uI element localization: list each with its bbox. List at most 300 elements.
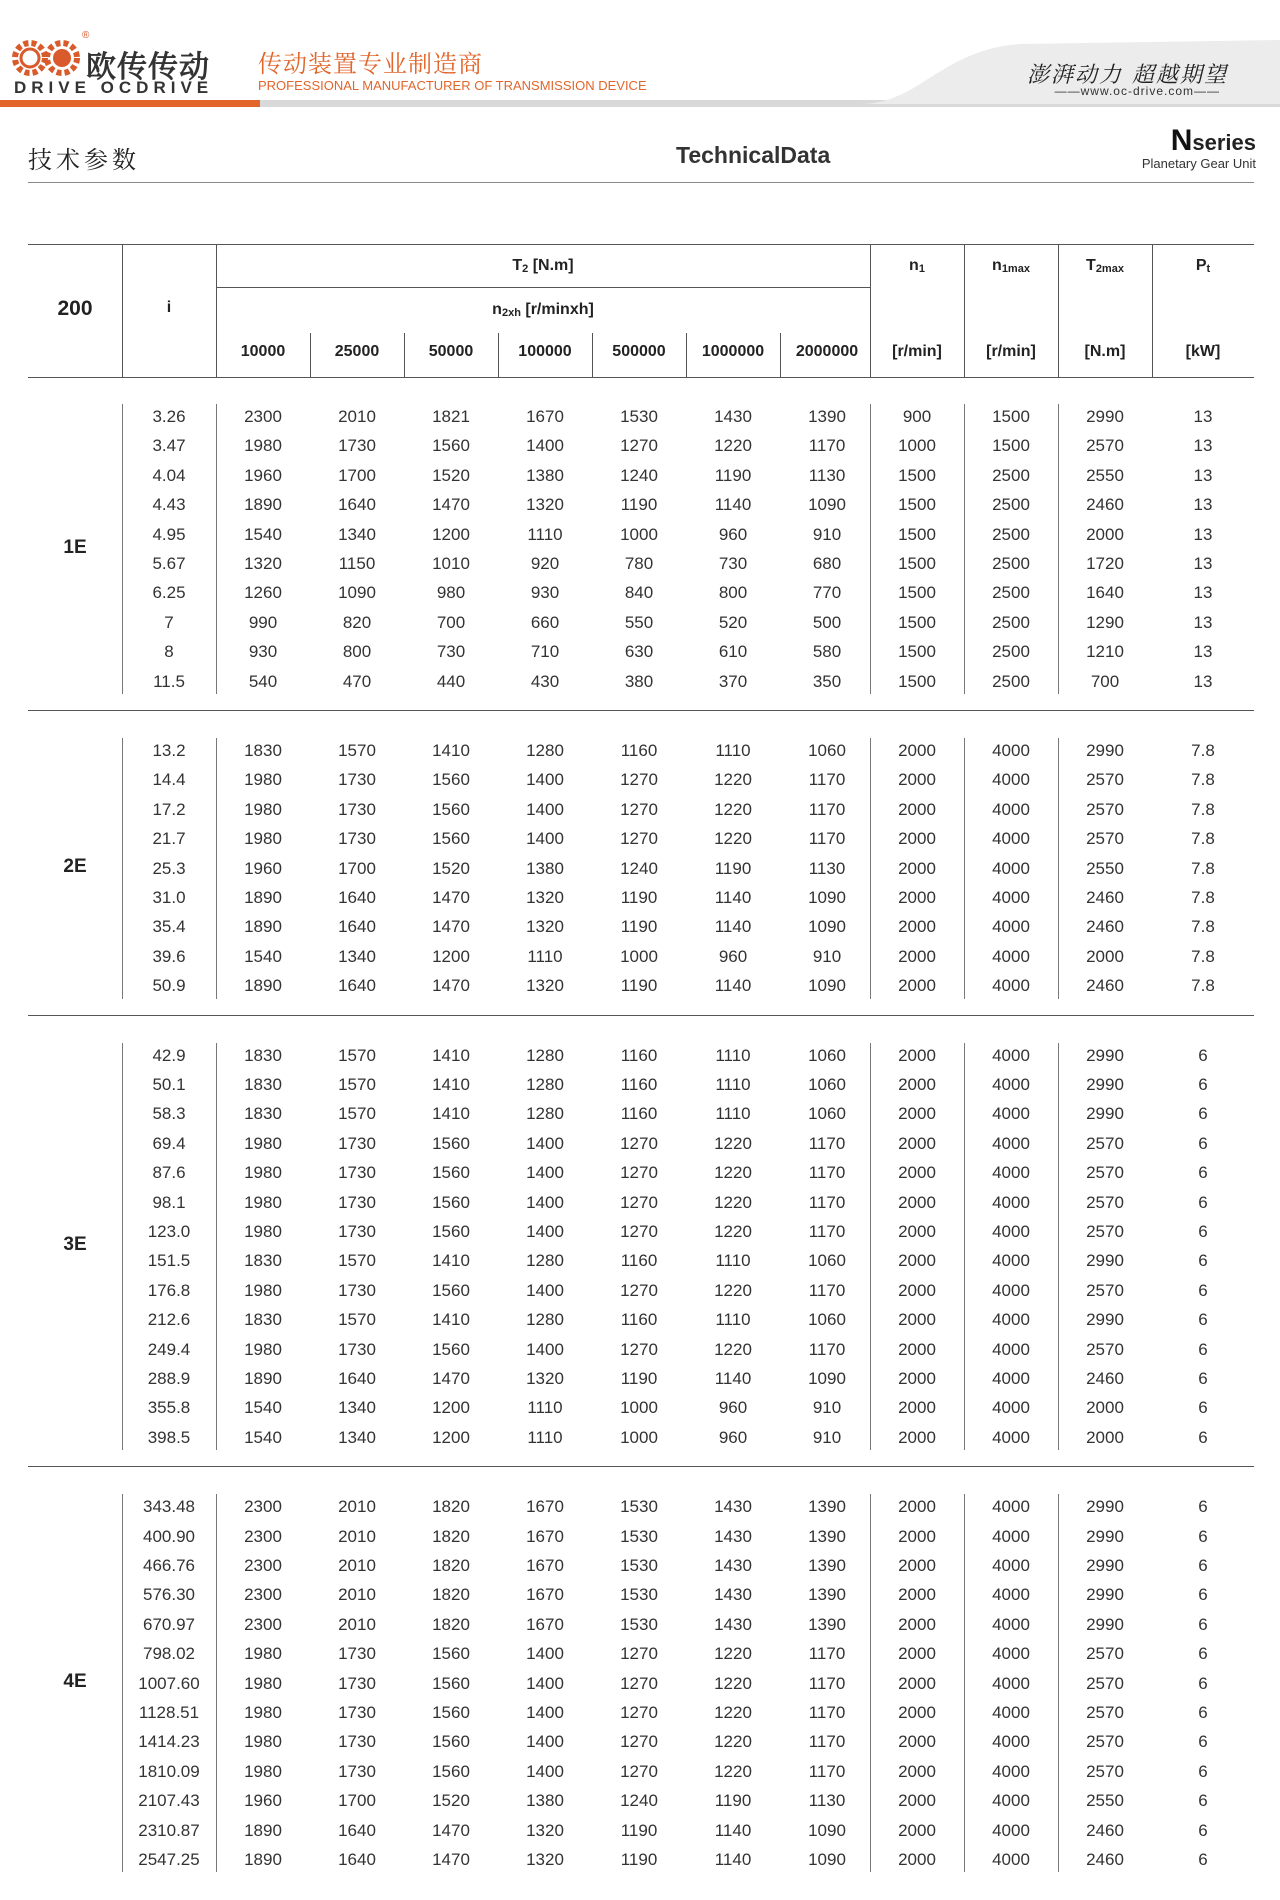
table-row <box>28 1757 1254 1786</box>
value-cell: 1730 <box>338 1644 376 1664</box>
table-row <box>28 1217 1254 1246</box>
value-cell: 1830 <box>244 1074 282 1094</box>
value-cell: 2000 <box>898 1045 936 1065</box>
value-cell: 2000 <box>898 1163 936 1183</box>
value-cell: 4000 <box>992 1280 1030 1300</box>
value-cell: 2500 <box>992 612 1030 632</box>
value-cell: 1090 <box>808 888 846 907</box>
table-row <box>28 1305 1254 1334</box>
value-cell: 1560 <box>432 1732 470 1752</box>
value-cell: 4000 <box>992 1761 1030 1781</box>
value-cell: 4000 <box>992 858 1030 878</box>
table-row <box>28 1041 1254 1070</box>
value-cell: 2300 <box>244 1614 282 1634</box>
value-cell: 4000 <box>992 888 1030 907</box>
value-cell: 4000 <box>992 1614 1030 1634</box>
value-cell: 1170 <box>808 1673 846 1693</box>
value-cell: 840 <box>624 583 654 603</box>
table-row <box>28 1129 1254 1158</box>
value-cell: 4000 <box>992 1192 1030 1212</box>
value-cell: 1700 <box>338 858 376 878</box>
value-cell: 580 <box>812 642 842 662</box>
value-cell: 4000 <box>992 1074 1030 1094</box>
value-cell: 1340 <box>338 1398 376 1418</box>
page-header <box>0 0 1280 110</box>
value-cell: 2500 <box>992 671 1030 691</box>
value-cell: 1670 <box>526 1555 564 1575</box>
ratio-cell: 21.7 <box>152 829 186 849</box>
value-cell: 1570 <box>338 1310 376 1330</box>
value-cell: 1320 <box>526 917 564 937</box>
value-cell: 2000 <box>898 976 936 996</box>
n1max-unit: [r/min] <box>986 343 1036 360</box>
value-cell: 1200 <box>432 1398 470 1418</box>
value-cell: 2990 <box>1086 1526 1124 1546</box>
value-cell: 1160 <box>620 1310 658 1330</box>
value-cell: 2000 <box>1086 1398 1124 1418</box>
value-cell: 500 <box>812 612 842 632</box>
ratio-cell: 466.76 <box>143 1555 195 1575</box>
value-cell: 1060 <box>808 1310 846 1330</box>
value-cell: 1830 <box>244 741 282 760</box>
value-cell: 1560 <box>432 1702 470 1722</box>
value-cell: 440 <box>436 671 466 691</box>
table-row <box>28 608 1254 637</box>
value-cell: 13 <box>1193 612 1213 632</box>
table-row <box>28 824 1254 853</box>
value-cell: 13 <box>1193 642 1213 662</box>
value-cell: 6 <box>1198 1163 1208 1183</box>
value-cell: 2460 <box>1086 1820 1124 1840</box>
value-cell: 4000 <box>992 1526 1030 1546</box>
speed-column-header: 1000000 <box>701 343 765 360</box>
value-cell: 2000 <box>898 917 936 937</box>
value-cell: 4000 <box>992 1732 1030 1752</box>
value-cell: 1700 <box>338 465 376 485</box>
value-cell: 1270 <box>620 1280 658 1300</box>
t2max-unit: [N.m] <box>1084 343 1126 360</box>
speed-column-header: 25000 <box>334 343 380 360</box>
value-cell: 1560 <box>432 436 470 456</box>
value-cell: 430 <box>530 671 560 691</box>
value-cell: 910 <box>812 1427 842 1447</box>
value-cell: 1240 <box>620 858 658 878</box>
value-cell: 1960 <box>244 1791 282 1811</box>
value-cell: 1270 <box>620 1192 658 1212</box>
value-cell: 2460 <box>1086 888 1124 907</box>
gear-logo-icon <box>42 38 82 78</box>
value-cell: 1560 <box>432 1339 470 1359</box>
value-cell: 1090 <box>808 976 846 996</box>
value-cell: 1090 <box>808 1820 846 1840</box>
value-cell: 2000 <box>898 1133 936 1153</box>
table-row <box>28 1669 1254 1698</box>
table-row <box>28 854 1254 883</box>
value-cell: 1170 <box>808 1644 846 1664</box>
value-cell: 1160 <box>620 1104 658 1124</box>
value-cell: 6 <box>1198 1368 1208 1388</box>
value-cell: 1560 <box>432 770 470 790</box>
tagline-cn: 传动装置专业制造商 <box>258 51 483 78</box>
value-cell: 1640 <box>338 495 376 515</box>
value-cell: 1830 <box>244 1045 282 1065</box>
value-cell: 2000 <box>898 1585 936 1605</box>
value-cell: 1530 <box>620 1497 658 1517</box>
ratio-cell: 123.0 <box>147 1221 191 1241</box>
value-cell: 1110 <box>527 1398 563 1418</box>
value-cell: 1400 <box>526 1702 564 1722</box>
value-cell: 4000 <box>992 1497 1030 1517</box>
speed-column-header: 100000 <box>518 343 572 360</box>
value-cell: 1190 <box>620 917 658 937</box>
value-cell: 1640 <box>338 1820 376 1840</box>
value-cell: 2990 <box>1086 1074 1124 1094</box>
value-cell: 4000 <box>992 1133 1030 1153</box>
value-cell: 1190 <box>620 1849 658 1869</box>
value-cell: 1280 <box>526 1045 564 1065</box>
value-cell: 1220 <box>714 829 752 849</box>
table-row <box>28 1727 1254 1756</box>
ratio-cell: 2310.87 <box>138 1820 200 1840</box>
value-cell: 2010 <box>338 1585 376 1605</box>
value-cell: 2500 <box>992 642 1030 662</box>
value-cell: 1140 <box>714 1849 752 1869</box>
series-word: series <box>1192 130 1256 155</box>
value-cell: 1000 <box>620 946 658 966</box>
table-row <box>28 1423 1254 1452</box>
pt-header: $P_t$ <box>1195 257 1211 275</box>
value-cell: 1320 <box>526 888 564 907</box>
value-cell: 990 <box>248 612 278 632</box>
value-cell: 540 <box>248 671 278 691</box>
value-cell: 1730 <box>338 1163 376 1183</box>
value-cell: 1140 <box>714 917 752 937</box>
value-cell: 1570 <box>338 1074 376 1094</box>
value-cell: 1980 <box>244 829 282 849</box>
value-cell: 2990 <box>1086 1497 1124 1517</box>
table-row <box>28 1816 1254 1845</box>
ratio-cell: 50.1 <box>152 1074 186 1094</box>
group-label: 1E <box>63 537 87 558</box>
value-cell: 4000 <box>992 1310 1030 1330</box>
value-cell: 1380 <box>526 465 564 485</box>
value-cell: 2500 <box>992 495 1030 515</box>
value-cell: 1280 <box>526 1310 564 1330</box>
value-cell: 1320 <box>526 1849 564 1869</box>
value-cell: 1400 <box>526 799 564 819</box>
value-cell: 1220 <box>714 1280 752 1300</box>
value-cell: 900 <box>902 407 932 426</box>
value-cell: 1170 <box>808 770 846 790</box>
value-cell: 1190 <box>620 1820 658 1840</box>
table-row <box>28 971 1254 1000</box>
value-cell: 2570 <box>1086 1339 1124 1359</box>
value-cell: 4000 <box>992 1644 1030 1664</box>
value-cell: 1390 <box>808 1497 846 1517</box>
value-cell: 1410 <box>432 1251 470 1271</box>
value-cell: 2000 <box>898 1849 936 1869</box>
value-cell: 4000 <box>992 770 1030 790</box>
value-cell: 1400 <box>526 1339 564 1359</box>
ratio-cell: 3.47 <box>152 436 186 456</box>
value-cell: 1220 <box>714 1644 752 1664</box>
value-cell: 6 <box>1198 1339 1208 1359</box>
value-cell: 1200 <box>432 524 470 544</box>
value-cell: 1560 <box>432 829 470 849</box>
group-1e <box>28 376 1254 710</box>
value-cell: 6 <box>1198 1192 1208 1212</box>
value-cell: 1220 <box>714 1133 752 1153</box>
value-cell: 7.8 <box>1191 770 1215 790</box>
ratio-cell: 176.8 <box>147 1280 191 1300</box>
value-cell: 2990 <box>1086 1310 1124 1330</box>
value-cell: 1980 <box>244 799 282 819</box>
value-cell: 1400 <box>526 829 564 849</box>
value-cell: 1400 <box>526 1221 564 1241</box>
value-cell: 610 <box>718 642 748 662</box>
value-cell: 7.8 <box>1191 741 1215 760</box>
ratio-cell: 343.48 <box>143 1497 195 1517</box>
value-cell: 6 <box>1198 1221 1208 1241</box>
value-cell: 1170 <box>808 1732 846 1752</box>
value-cell: 1270 <box>620 1133 658 1153</box>
table-row <box>28 1099 1254 1128</box>
value-cell: 1730 <box>338 1673 376 1693</box>
value-cell: 1000 <box>620 1398 658 1418</box>
value-cell: 1110 <box>527 524 563 544</box>
value-cell: 2570 <box>1086 1732 1124 1752</box>
value-cell: 2570 <box>1086 1221 1124 1241</box>
value-cell: 2550 <box>1086 1791 1124 1811</box>
value-cell: 1670 <box>526 1585 564 1605</box>
value-cell: 1340 <box>338 1427 376 1447</box>
value-cell: 1980 <box>244 1339 282 1359</box>
value-cell: 1220 <box>714 1732 752 1752</box>
value-cell: 700 <box>436 612 466 632</box>
value-cell: 6 <box>1198 1526 1208 1546</box>
value-cell: 1270 <box>620 1644 658 1664</box>
value-cell: 1890 <box>244 1820 282 1840</box>
value-cell: 1190 <box>620 495 658 515</box>
value-cell: 4000 <box>992 1673 1030 1693</box>
value-cell: 6 <box>1198 1820 1208 1840</box>
value-cell: 1670 <box>526 1497 564 1517</box>
value-cell: 1560 <box>432 1280 470 1300</box>
speed-column-header: 50000 <box>428 343 474 360</box>
value-cell: 1290 <box>1086 612 1124 632</box>
ratio-cell: 1414.23 <box>138 1732 200 1752</box>
value-cell: 1430 <box>714 1585 752 1605</box>
n1-unit: [r/min] <box>892 343 942 360</box>
table-row <box>28 795 1254 824</box>
ratio-cell: 87.6 <box>152 1163 186 1183</box>
tagline-en: PROFESSIONAL MANUFACTURER OF TRANSMISSION DEVICE <box>258 78 647 93</box>
value-cell: 1220 <box>714 1761 752 1781</box>
value-cell: 1400 <box>526 1644 564 1664</box>
value-cell: 1820 <box>432 1526 470 1546</box>
value-cell: 1730 <box>338 1761 376 1781</box>
group-label: 3E <box>63 1234 87 1256</box>
t2max-header: $T_{2max}$ <box>1086 257 1124 275</box>
value-cell: 1830 <box>244 1251 282 1271</box>
value-cell: 1400 <box>526 1673 564 1693</box>
value-cell: 2500 <box>992 524 1030 544</box>
value-cell: 7.8 <box>1191 888 1215 907</box>
value-cell: 1170 <box>808 829 846 849</box>
table-row <box>28 402 1254 431</box>
value-cell: 1820 <box>432 1585 470 1605</box>
value-cell: 1170 <box>808 1761 846 1781</box>
value-cell: 1560 <box>432 1761 470 1781</box>
value-cell: 1640 <box>338 1368 376 1388</box>
value-cell: 2990 <box>1086 1045 1124 1065</box>
value-cell: 780 <box>624 554 654 573</box>
ratio-cell: 2107.43 <box>138 1791 200 1811</box>
value-cell: 2990 <box>1086 1555 1124 1575</box>
value-cell: 820 <box>342 612 372 632</box>
table-row <box>28 549 1254 578</box>
value-cell: 7.8 <box>1191 946 1215 966</box>
value-cell: 920 <box>530 554 560 573</box>
value-cell: 13 <box>1193 436 1213 456</box>
value-cell: 1060 <box>808 1074 846 1094</box>
value-cell: 6 <box>1198 1761 1208 1781</box>
value-cell: 1540 <box>244 524 282 544</box>
value-cell: 550 <box>624 612 654 632</box>
value-cell: 13 <box>1193 671 1213 691</box>
table-row <box>28 431 1254 460</box>
value-cell: 1210 <box>1086 642 1124 662</box>
value-cell: 1320 <box>526 976 564 996</box>
value-cell: 2000 <box>898 1497 936 1517</box>
value-cell: 1220 <box>714 770 752 790</box>
value-cell: 13 <box>1193 524 1213 544</box>
value-cell: 1110 <box>715 1251 751 1271</box>
value-cell: 1190 <box>620 888 658 907</box>
value-cell: 1960 <box>244 858 282 878</box>
value-cell: 2000 <box>898 1673 936 1693</box>
value-cell: 6 <box>1198 1427 1208 1447</box>
value-cell: 1110 <box>715 1310 751 1330</box>
value-cell: 2000 <box>898 1221 936 1241</box>
table-row <box>28 942 1254 971</box>
value-cell: 1270 <box>620 1163 658 1183</box>
value-cell: 1410 <box>432 1045 470 1065</box>
value-cell: 1500 <box>992 407 1030 426</box>
value-cell: 1270 <box>620 1221 658 1241</box>
value-cell: 2000 <box>1086 524 1124 544</box>
ratio-cell: 39.6 <box>152 946 186 966</box>
value-cell: 1380 <box>526 858 564 878</box>
value-cell: 2010 <box>338 1526 376 1546</box>
ratio-cell: 50.9 <box>152 976 186 996</box>
value-cell: 6 <box>1198 1673 1208 1693</box>
table-row <box>28 912 1254 941</box>
value-cell: 1410 <box>432 1074 470 1094</box>
value-cell: 13 <box>1193 554 1213 573</box>
brand-logo <box>10 30 214 100</box>
table-row <box>28 520 1254 549</box>
value-cell: 1280 <box>526 1251 564 1271</box>
value-cell: 1560 <box>432 799 470 819</box>
value-cell: 1110 <box>715 1104 751 1124</box>
value-cell: 2000 <box>898 1526 936 1546</box>
website-text: www.oc-drive.com <box>1080 84 1194 98</box>
value-cell: 13 <box>1193 465 1213 485</box>
value-cell: 1340 <box>338 946 376 966</box>
value-cell: 1110 <box>527 946 563 966</box>
value-cell: 1830 <box>244 1104 282 1124</box>
value-cell: 2460 <box>1086 917 1124 937</box>
table-row <box>28 667 1254 696</box>
value-cell: 2000 <box>898 829 936 849</box>
ratio-cell: 35.4 <box>152 917 186 937</box>
value-cell: 1980 <box>244 1221 282 1241</box>
value-cell: 2460 <box>1086 1849 1124 1869</box>
value-cell: 2990 <box>1086 1251 1124 1271</box>
value-cell: 710 <box>530 642 560 662</box>
ratio-cell: 798.02 <box>143 1644 195 1664</box>
ratio-cell: 398.5 <box>147 1427 191 1447</box>
value-cell: 2570 <box>1086 799 1124 819</box>
table-row <box>28 1070 1254 1099</box>
value-cell: 1730 <box>338 436 376 456</box>
value-cell: 1110 <box>715 1074 751 1094</box>
value-cell: 1520 <box>432 1791 470 1811</box>
value-cell: 1500 <box>898 612 936 632</box>
value-cell: 4000 <box>992 1585 1030 1605</box>
table-row <box>28 883 1254 912</box>
ratio-cell: 8 <box>164 642 174 662</box>
value-cell: 1140 <box>714 976 752 996</box>
value-cell: 1270 <box>620 1339 658 1359</box>
table-row <box>28 1335 1254 1364</box>
value-cell: 1170 <box>808 1339 846 1359</box>
value-cell: 1470 <box>432 1849 470 1869</box>
value-cell: 1980 <box>244 1280 282 1300</box>
value-cell: 1540 <box>244 1427 282 1447</box>
website-link[interactable]: ——www.oc-drive.com—— <box>1054 84 1220 98</box>
value-cell: 2000 <box>898 1104 936 1124</box>
value-cell: 7.8 <box>1191 976 1215 996</box>
value-cell: 800 <box>342 642 372 662</box>
value-cell: 1430 <box>714 1497 752 1517</box>
value-cell: 6 <box>1198 1702 1208 1722</box>
value-cell: 1500 <box>898 583 936 603</box>
table-row <box>28 1845 1254 1874</box>
value-cell: 1640 <box>338 1849 376 1869</box>
value-cell: 2000 <box>898 1339 936 1359</box>
value-cell: 2570 <box>1086 1644 1124 1664</box>
value-cell: 2570 <box>1086 1133 1124 1153</box>
value-cell: 370 <box>718 671 748 691</box>
value-cell: 1140 <box>714 495 752 515</box>
t2-header: $T_2$ [N.m] <box>512 257 574 275</box>
value-cell: 1730 <box>338 1702 376 1722</box>
table-row <box>28 490 1254 519</box>
value-cell: 1170 <box>808 1192 846 1212</box>
page-title-en: TechnicalData <box>676 142 831 168</box>
value-cell: 2000 <box>898 1820 936 1840</box>
value-cell: 1400 <box>526 1732 564 1752</box>
value-cell: 1410 <box>432 1104 470 1124</box>
value-cell: 1890 <box>244 917 282 937</box>
value-cell: 1010 <box>432 554 470 573</box>
value-cell: 1540 <box>244 1398 282 1418</box>
value-cell: 1400 <box>526 1761 564 1781</box>
value-cell: 1170 <box>808 1133 846 1153</box>
value-cell: 2990 <box>1086 407 1124 426</box>
